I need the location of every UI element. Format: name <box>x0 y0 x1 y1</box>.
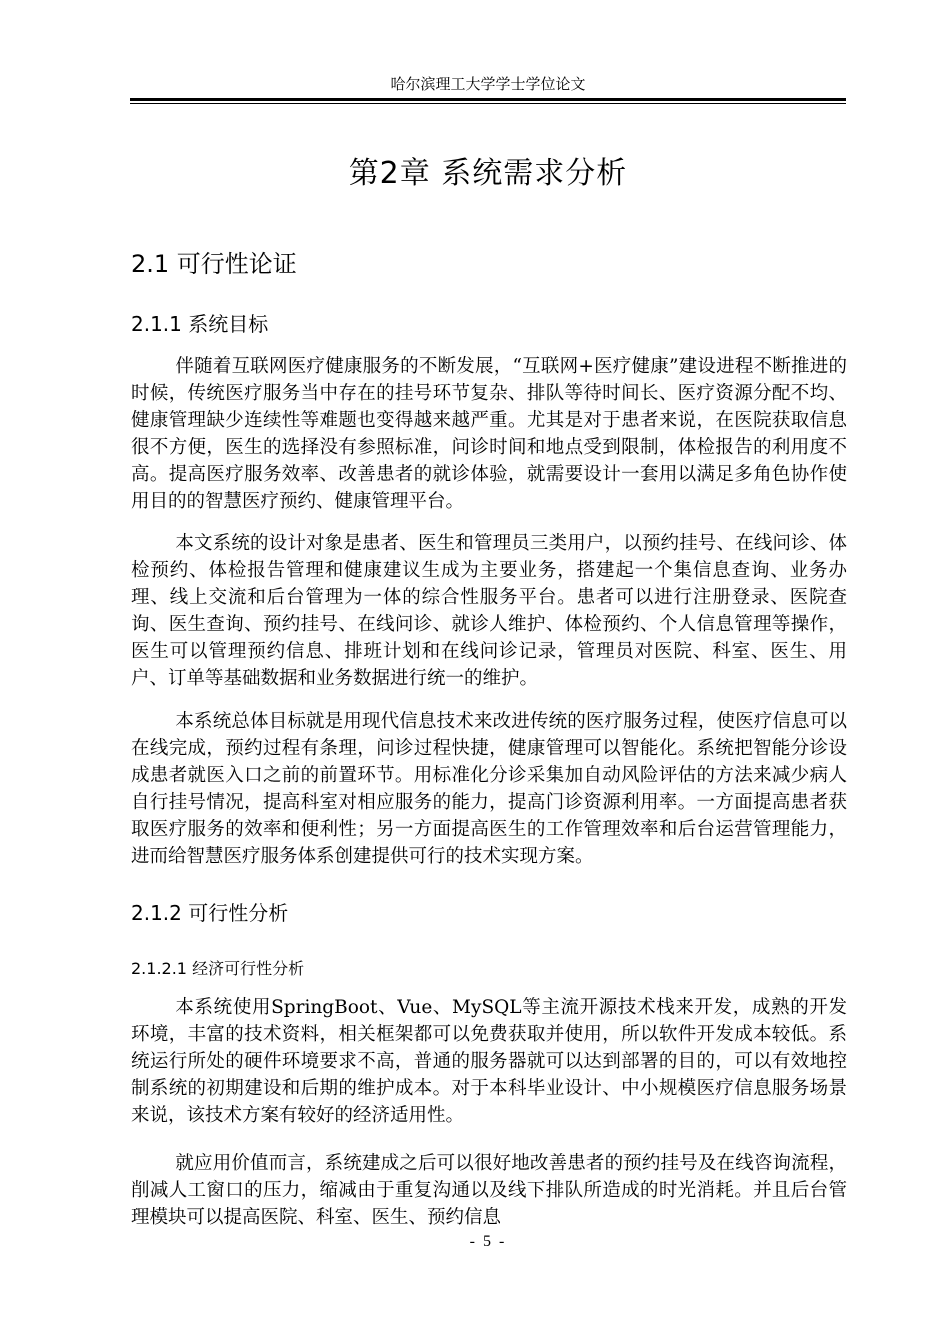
chapter-title: 第2章 系统需求分析 <box>348 156 628 191</box>
paragraph-economic-2: 就应用价值而言，系统建成之后可以很好地改善患者的预约挂号及在线咨询流程，削减人工窗口的压力，缩减由于重复沟通以及线下排队所造成的时光消耗。并且后台管理模块可以提高医院、科室、医生、预约信息 <box>131 1153 847 1228</box>
section-heading-2-1: 2.1 可行性论证 <box>131 250 297 278</box>
paragraph-system-goal-3: 本系统总体目标就是用现代信息技术来改进传统的医疗服务过程，使医疗信息可以在线完成，预约过程有条理，问诊过程快捷，健康管理可以智能化。系统把智能分诊设成患者就医入口之前的前置环节。用标准化分诊采集加自动风险评估的方法来减少病人自行挂号情况，提高科室对相应服务的能力，提高门诊资源利用率。一方面提高患者获取医疗服务的效率和便利性；另一方面提高医生的工作管理效率和后台运营管理能力，进而给智慧医疗服务体系创建提供可行的技术实现方案。 <box>131 711 847 867</box>
subsubsection-heading-2-1-2-1: 2.1.2.1 经济可行性分析 <box>131 959 305 978</box>
header-rule-thin <box>130 103 846 104</box>
running-header: 哈尔滨理工大学学士学位论文 <box>390 75 586 93</box>
header-rule <box>130 98 846 101</box>
paragraph-system-goal-1: 伴随着互联网医疗健康服务的不断发展，“互联网+医疗健康”建设进程不断推进的时候，传统医疗服务当中存在的挂号环节复杂、排队等待时间长、医疗资源分配不均、健康管理缺少连续性等难题也变得越来越严重。尤其是对于患者来说，在医院获取信息很不方便，医生的选择没有参照标准，问诊时间和地点受到限制，体检报告的利用度不高。提高医疗服务效率、改善患者的就诊体验，就需要设计一套用以满足多角色协作使用目的的智慧医疗预约、健康管理平台。 <box>131 356 847 512</box>
page-number: - 5 - <box>469 1233 507 1250</box>
subsection-heading-2-1-1: 2.1.1 系统目标 <box>131 312 269 336</box>
paragraph-system-goal-2: 本文系统的设计对象是患者、医生和管理员三类用户，以预约挂号、在线问诊、体检预约、体检报告管理和健康建议生成为主要业务，搭建起一个集信息查询、业务办理、线上交流和后台管理为一体的综合性服务平台。患者可以进行注册登录、医院查询、医生查询、预约挂号、在线问诊、就诊人维护、体检预约、个人信息管理等操作，医生可以管理预约信息、排班计划和在线问诊记录，管理员对医院、科室、医生、用户、订单等基础数据和业务数据进行统一的维护。 <box>131 533 847 689</box>
subsection-heading-2-1-2: 2.1.2 可行性分析 <box>131 901 289 925</box>
paragraph-economic-1: 本系统使用SpringBoot、Vue、MySQL等主流开源技术栈来开发，成熟的开发环境，丰富的技术资料，相关框架都可以免费获取并使用，所以软件开发成本较低。系统运行所处的硬件环境要求不高，普通的服务器就可以达到部署的目的，可以有效地控制系统的初期建设和后期的维护成本。对于本科毕业设计、中小规模医疗信息服务场景来说，该技术方案有较好的经济适用性。 <box>131 997 847 1126</box>
